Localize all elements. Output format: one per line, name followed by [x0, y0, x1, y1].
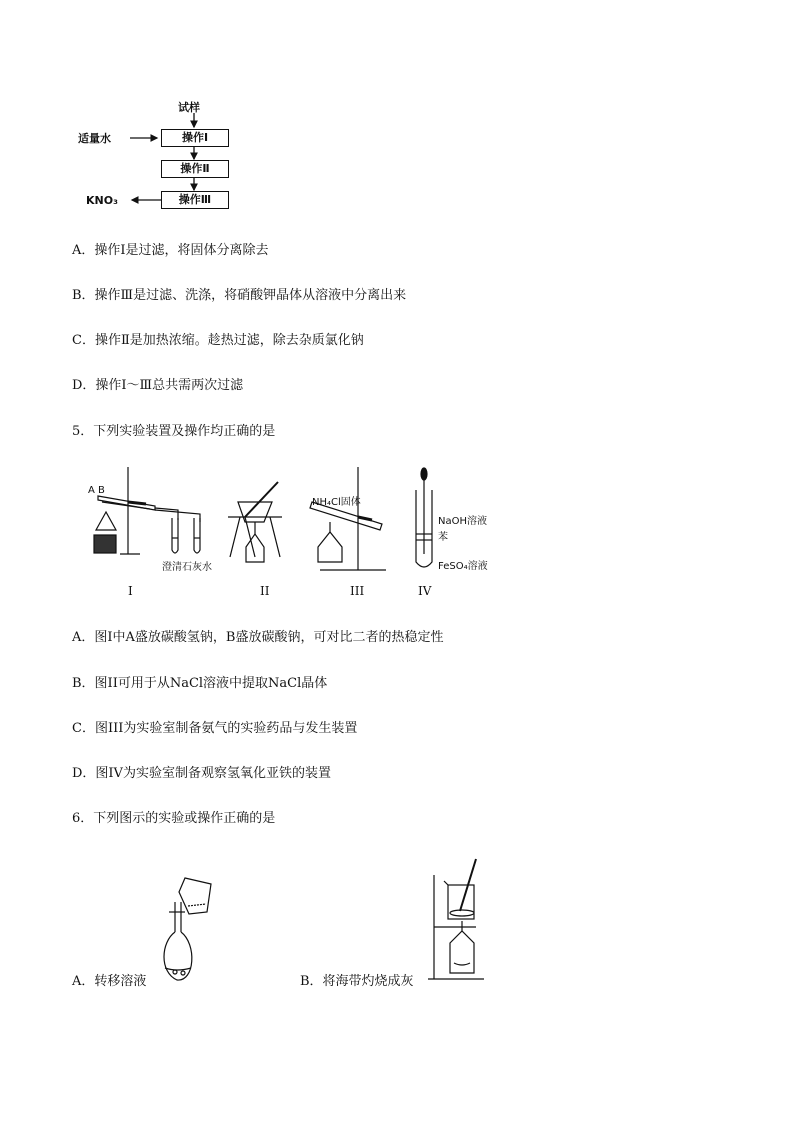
q6-option-b: B．将海带灼烧成灰: [300, 974, 414, 989]
fig1-limewater-label: 澄清石灰水: [162, 562, 212, 573]
fig3-label: III: [350, 584, 365, 598]
q4-option-b: B．操作Ⅲ是过滤、洗涤，将硝酸钾晶体从溶液中分离出来: [72, 288, 407, 303]
op2-box: 操作Ⅱ: [161, 160, 229, 178]
fig2-label: II: [260, 584, 270, 598]
fig4-naoh-label: NaOH溶液: [438, 516, 487, 527]
fig4-label: IV: [418, 584, 432, 598]
seaweed-ignition-drawing: [420, 855, 490, 987]
op1-box: 操作Ⅰ: [161, 129, 229, 147]
fig1-label: I: [128, 584, 133, 598]
q5-apparatus-drawing: [80, 462, 500, 582]
volumetric-flask-transfer-drawing: [155, 872, 225, 990]
water-label: 适量水: [78, 132, 111, 145]
q5-option-b: B．图II可用于从NaCl溶液中提取NaCl晶体: [72, 676, 328, 691]
q5-option-a: A．图Ⅰ中A盛放碳酸氢钠，B盛放碳酸钠，可对比二者的热稳定性: [72, 630, 444, 645]
product-label: KNO₃: [86, 194, 118, 207]
q5-option-d: D．图IV为实验室制备观察氢氧化亚铁的装置: [72, 766, 331, 781]
fig4-benzene-label: 苯: [438, 532, 448, 543]
fig3-nh4cl-label: NH₄Cl固体: [312, 497, 361, 508]
q6-stem: 6．下列图示的实验或操作正确的是: [72, 811, 276, 826]
q5-stem: 5．下列实验装置及操作均正确的是: [72, 424, 276, 439]
q4-option-a: A．操作Ⅰ是过滤，将固体分离除去: [72, 243, 269, 258]
fig4-feso4-label: FeSO₄溶液: [438, 561, 488, 572]
q4-option-d: D．操作Ⅰ～Ⅲ总共需两次过滤: [72, 378, 244, 393]
op3-box: 操作Ⅲ: [161, 191, 229, 209]
fig1-ab-label: A B: [88, 485, 105, 496]
q4-option-c: C．操作Ⅱ是加热浓缩。趁热过滤，除去杂质氯化钠: [72, 333, 364, 348]
q6-option-a: A．转移溶液: [72, 974, 147, 989]
q5-option-c: C．图III为实验室制备氨气的实验药品与发生装置: [72, 721, 358, 736]
sample-label: 试样: [178, 101, 200, 114]
